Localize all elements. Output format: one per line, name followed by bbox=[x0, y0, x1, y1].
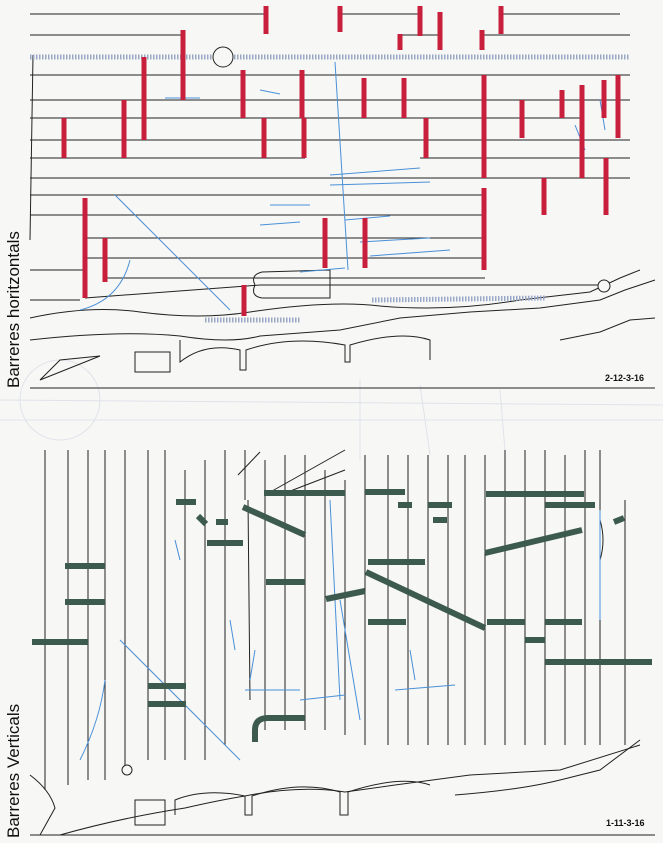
vertical-barriers-plan bbox=[30, 450, 655, 835]
water-lines bbox=[80, 500, 600, 760]
horizontal-barriers-plan bbox=[30, 6, 655, 388]
coastline bbox=[30, 740, 640, 835]
coastline bbox=[30, 270, 655, 380]
plan-reference-horizontal: 2-12-3-16 bbox=[605, 373, 645, 383]
background-map-underlay bbox=[0, 360, 663, 460]
plan-reference-vertical: 1-11-3-16 bbox=[606, 818, 645, 828]
roundabout-marker bbox=[122, 765, 132, 775]
roundabout-marker bbox=[213, 47, 233, 67]
panel-title-vertical: Barreres Verticals bbox=[4, 703, 23, 838]
water-lines bbox=[80, 62, 605, 310]
street-lines bbox=[30, 14, 655, 388]
roundabout-marker bbox=[598, 280, 610, 292]
panel-title-horizontal: Barreres horitzontals bbox=[4, 231, 23, 388]
